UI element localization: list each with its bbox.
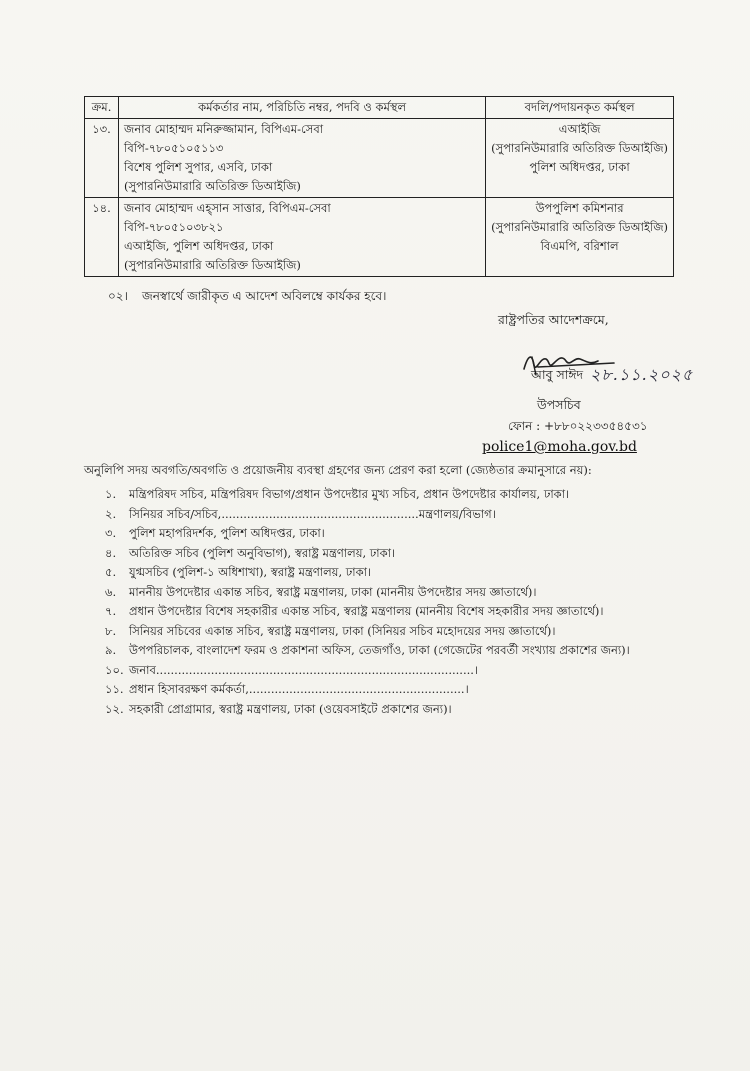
item-number: ৪. bbox=[105, 545, 117, 560]
item-number: ৮. bbox=[105, 623, 117, 638]
item-number: ১১. bbox=[105, 682, 124, 696]
item-number: ২. bbox=[105, 506, 117, 521]
item-text: অতিরিক্ত সচিব (পুলিশ অনুবিভাগ), স্বরাষ্ট্র মন্ত্রণালয়, ঢাকা। bbox=[129, 545, 396, 560]
signature-date: ২৮.১১.২০২৫ bbox=[590, 365, 694, 384]
table-row bbox=[85, 119, 674, 198]
posting-rank-note: (সুপারনিউমারারি অতিরিক্ত ডিআইজি) bbox=[491, 220, 668, 234]
item-text: যুগ্মসচিব (পুলিশ-১ অধিশাখা), স্বরাষ্ট্র মন্ত্রণালয়, ঢাকা। bbox=[129, 565, 372, 579]
row-serial: ১৪. bbox=[85, 198, 119, 277]
item-number: ৩. bbox=[105, 526, 117, 540]
list-item bbox=[105, 584, 630, 604]
officer-current-post: বিশেষ পুলিশ সুপার, এসবি, ঢাকা bbox=[124, 160, 273, 174]
item-text: সহকারী প্রোগ্রামার, স্বরাষ্ট্র মন্ত্রণালয়, ঢাকা (ওয়েবসাইটে প্রকাশের জন্য)। bbox=[129, 701, 452, 716]
posting-title: এআইজি bbox=[558, 122, 601, 136]
list-item bbox=[105, 603, 630, 623]
officer-details bbox=[119, 198, 486, 277]
header-posting: বদলি/পদায়নকৃত কর্মস্থল bbox=[486, 97, 674, 119]
row-serial: ১৩. bbox=[85, 119, 119, 198]
list-item bbox=[105, 701, 630, 721]
header-serial: ক্রম. bbox=[85, 97, 119, 119]
list-item bbox=[105, 545, 630, 565]
paragraph-number: ০২। bbox=[108, 289, 128, 303]
list-item bbox=[105, 642, 630, 662]
posting-rank-note: (সুপারনিউমারারি অতিরিক্ত ডিআইজি) bbox=[491, 141, 668, 155]
item-text: প্রধান হিসাবরক্ষণ কর্মকর্তা,...........................................................। bbox=[129, 682, 469, 696]
item-number: ১. bbox=[105, 487, 117, 501]
list-item bbox=[105, 525, 630, 545]
item-text: সিনিয়র সচিব/সচিব,......................................................মন্ত্রণালয়/বিভাগ। bbox=[129, 506, 496, 521]
new-posting bbox=[486, 198, 674, 277]
item-text: জনাব.......................................................................................। bbox=[129, 662, 479, 677]
new-posting bbox=[486, 119, 674, 198]
item-text: মন্ত্রিপরিষদ সচিব, মন্ত্রিপরিষদ বিভাগ/প্রধান উপদেষ্টার মুখ্য সচিব, প্রধান উপদেষ্টার কার্যালয়, ঢাকা। bbox=[129, 487, 570, 501]
officer-name: জনাব মোহাম্মদ এহ্সান সাত্তার, বিপিএম-সেবা bbox=[124, 201, 331, 215]
posting-title: উপপুলিশ কমিশনার bbox=[535, 201, 624, 215]
posting-office: পুলিশ অধিদপ্তর, ঢাকা bbox=[529, 160, 630, 174]
list-item bbox=[105, 681, 630, 701]
officer-current-post: এআইজি, পুলিশ অধিদপ্তর, ঢাকা bbox=[124, 239, 274, 253]
officer-details bbox=[119, 119, 486, 198]
copy-distribution-list bbox=[105, 486, 630, 720]
list-item bbox=[105, 623, 630, 643]
header-officer: কর্মকর্তার নাম, পরিচিতি নম্বর, পদবি ও কর্মস্থল bbox=[119, 97, 486, 119]
item-number: ১২. bbox=[105, 701, 124, 716]
copy-distribution-intro: অনুলিপি সদয় অবগতি/অবগতি ও প্রয়োজনীয় ব্যবস্থা গ্রহণের জন্য প্রেরণ করা হলো (জ্যেষ্ঠতার ক্রমানুসারে নয়): bbox=[84, 463, 592, 477]
paragraph-text: জনস্বার্থে জারীকৃত এ আদেশ অবিলম্বে কার্যকর হবে। bbox=[142, 289, 387, 303]
item-number: ৭. bbox=[105, 604, 117, 618]
order-paragraph bbox=[108, 288, 386, 308]
signatory-phone: ফোন : +৮৮০২২৩৩৫৪৫৩১ bbox=[508, 419, 648, 433]
item-number: ৫. bbox=[105, 565, 117, 579]
signatory-name: আবু সাঈদ bbox=[531, 367, 584, 382]
officer-name: জনাব মোহাম্মদ মনিরুজ্জামান, বিপিএম-সেবা bbox=[124, 122, 324, 136]
posting-office: বিএমপি, বরিশাল bbox=[540, 239, 619, 253]
list-item bbox=[105, 506, 630, 526]
officer-rank-note: (সুপারনিউমারারি অতিরিক্ত ডিআইজি) bbox=[124, 179, 301, 193]
item-text: সিনিয়র সচিবের একান্ত সচিব, স্বরাষ্ট্র মন্ত্রণালয়, ঢাকা (সিনিয়র সচিব মহোদয়ের সদয় জ্ঞাতার্থে)। bbox=[129, 623, 556, 638]
item-number: ১০. bbox=[105, 662, 124, 677]
officer-rank-note: (সুপারনিউমারারি অতিরিক্ত ডিআইজি) bbox=[124, 258, 301, 272]
item-text: পুলিশ মহাপরিদর্শক, পুলিশ অধিদপ্তর, ঢাকা। bbox=[129, 526, 325, 540]
by-order-of-president: রাষ্ট্রপতির আদেশক্রমে, bbox=[498, 312, 609, 327]
officer-id: বিপি-৭৮০৫১০৩৮২১ bbox=[124, 220, 224, 234]
transfer-table bbox=[84, 96, 674, 277]
item-number: ৬. bbox=[105, 584, 117, 599]
list-item bbox=[105, 662, 630, 682]
officer-id: বিপি-৭৮০৫১০৫১১৩ bbox=[124, 141, 224, 155]
item-number: ৯. bbox=[105, 643, 117, 657]
list-item bbox=[105, 564, 630, 584]
item-text: উপপরিচালক, বাংলাদেশ ফরম ও প্রকাশনা অফিস, তেজগাঁও, ঢাকা (গেজেটের পরবর্তী সংখ্যায় প্রকাশের জন্য)। bbox=[129, 643, 630, 657]
item-text: মাননীয় উপদেষ্টার একান্ত সচিব, স্বরাষ্ট্র মন্ত্রণালয়, ঢাকা (মাননীয় উপদেষ্টার সদয় জ্ঞাতার্থে)। bbox=[129, 584, 537, 599]
item-text: প্রধান উপদেষ্টার বিশেষ সহকারীর একান্ত সচিব, স্বরাষ্ট্র মন্ত্রণালয় (মাননীয় বিশেষ সহকারীর সদয় জ্ঞাতার্থে)। bbox=[129, 604, 604, 618]
table-header-row bbox=[85, 97, 674, 119]
signatory-designation: উপসচিব bbox=[537, 397, 581, 412]
list-item bbox=[105, 486, 630, 506]
signatory-email-link[interactable]: police1@moha.gov.bd bbox=[482, 439, 637, 455]
table-row bbox=[85, 198, 674, 277]
